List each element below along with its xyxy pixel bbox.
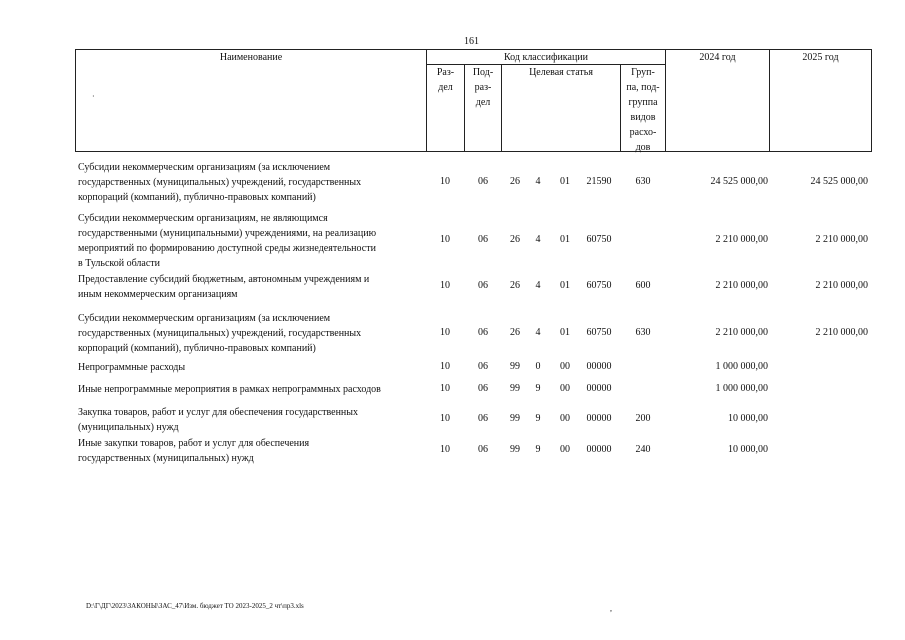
file-path-footer: D:\Г\ДГ\2023\ЗАКОНЫ\ЗАС_47\Изм. бюджет ТО 2023-2025_2 чт\пр3.xls (86, 602, 304, 610)
row-target-program: 26 (510, 280, 520, 291)
row-amount-2024: 24 525 000,00 (710, 176, 768, 187)
row-target-program: 99 (510, 413, 520, 424)
row-podrazdel: 06 (478, 361, 488, 372)
row-amount-2024: 10 000,00 (728, 413, 768, 424)
header-gruppa: Груп- па, под- группа видов расхо- дов (626, 67, 660, 153)
row-target-event: 01 (560, 176, 570, 187)
row-amount-2025: 24 525 000,00 (810, 176, 868, 187)
row-razdel: 10 (440, 361, 450, 372)
row-expense-group: 630 (635, 176, 651, 187)
row-target-event: 01 (560, 234, 570, 245)
row-target-direction: 00000 (586, 444, 612, 455)
row-amount-2025: 2 210 000,00 (815, 280, 868, 291)
row-name: Субсидии некоммерческим организациям (за исключением государственных (муниципальных) учреждений, государственных корпораций (компаний), публично-правовых компаний) (78, 162, 362, 203)
row-amount-2025: 2 210 000,00 (815, 327, 868, 338)
row-podrazdel: 06 (478, 444, 488, 455)
row-target-event: 01 (560, 327, 570, 338)
footer-mark: , (610, 604, 612, 613)
row-target-subprogram: 9 (535, 383, 541, 394)
row-target-direction: 00000 (586, 361, 612, 372)
row-target-direction: 21590 (586, 176, 612, 187)
page-number: 161 (464, 36, 479, 47)
row-razdel: 10 (440, 327, 450, 338)
row-razdel: 10 (440, 444, 450, 455)
row-target-subprogram: 0 (535, 361, 541, 372)
header-razdel: Раз- дел (436, 67, 455, 93)
row-target-program: 99 (510, 361, 520, 372)
row-target-direction: 60750 (586, 327, 612, 338)
row-amount-2024: 2 210 000,00 (715, 234, 768, 245)
row-target-event: 00 (560, 361, 570, 372)
row-podrazdel: 06 (478, 327, 488, 338)
header-celevaya: Целевая статья (529, 67, 593, 78)
row-podrazdel: 06 (478, 413, 488, 424)
header-code: Код классификации (503, 52, 589, 63)
stray-mark: · (92, 92, 95, 101)
row-target-program: 26 (510, 234, 520, 245)
row-target-direction: 60750 (586, 280, 612, 291)
row-razdel: 10 (440, 383, 450, 394)
row-name: Субсидии некоммерческим организациям (за исключением государственных (муниципальных) учреждений, государственных корпораций (компаний), публично-правовых компаний) (78, 313, 362, 354)
row-name: Иные закупки товаров, работ и услуг для обеспечения государственных (муниципальных) нужд (78, 438, 310, 464)
row-name: Непрограммные расходы (78, 362, 186, 373)
row-podrazdel: 06 (478, 176, 488, 187)
row-amount-2024: 1 000 000,00 (715, 361, 768, 372)
row-target-program: 26 (510, 176, 520, 187)
row-razdel: 10 (440, 234, 450, 245)
row-amount-2024: 2 210 000,00 (715, 280, 768, 291)
row-name: Субсидии некоммерческим организациям, не являющимся государственными (муниципальными) учреждениями, на реализацию мероприятий по формированию доступной среды жизнедеятельности в Тульской области (78, 213, 377, 269)
row-target-direction: 00000 (586, 383, 612, 394)
row-name: Иные непрограммные мероприятия в рамках непрограммных расходов (78, 384, 381, 395)
row-amount-2024: 10 000,00 (728, 444, 768, 455)
row-expense-group: 200 (635, 413, 651, 424)
row-target-event: 00 (560, 413, 570, 424)
row-amount-2024: 2 210 000,00 (715, 327, 768, 338)
row-target-event: 01 (560, 280, 570, 291)
row-razdel: 10 (440, 176, 450, 187)
row-target-program: 26 (510, 327, 520, 338)
row-target-event: 00 (560, 383, 570, 394)
row-target-subprogram: 4 (535, 176, 541, 187)
row-target-subprogram: 4 (535, 280, 541, 291)
header-year-2025: 2025 год (802, 52, 839, 63)
row-razdel: 10 (440, 413, 450, 424)
row-target-program: 99 (510, 444, 520, 455)
row-expense-group: 600 (635, 280, 651, 291)
row-expense-group: 630 (635, 327, 651, 338)
row-razdel: 10 (440, 280, 450, 291)
row-name: Предоставление субсидий бюджетным, автономным учреждениям и иным некоммерческим организациям (78, 274, 370, 300)
header-name: Наименование (219, 52, 283, 63)
row-target-program: 99 (510, 383, 520, 394)
header-podrazdel: Под- раз- дел (472, 67, 494, 108)
row-target-direction: 00000 (586, 413, 612, 424)
row-amount-2025: 2 210 000,00 (815, 234, 868, 245)
row-target-subprogram: 9 (535, 413, 541, 424)
row-amount-2024: 1 000 000,00 (715, 383, 768, 394)
row-expense-group: 240 (635, 444, 651, 455)
header-year-2024: 2024 год (699, 52, 736, 63)
row-name: Закупка товаров, работ и услуг для обеспечения государственных (муниципальных) нужд (78, 407, 359, 433)
row-target-event: 00 (560, 444, 570, 455)
row-podrazdel: 06 (478, 383, 488, 394)
row-podrazdel: 06 (478, 234, 488, 245)
row-target-subprogram: 4 (535, 234, 541, 245)
row-target-subprogram: 4 (535, 327, 541, 338)
row-podrazdel: 06 (478, 280, 488, 291)
row-target-subprogram: 9 (535, 444, 541, 455)
row-target-direction: 60750 (586, 234, 612, 245)
